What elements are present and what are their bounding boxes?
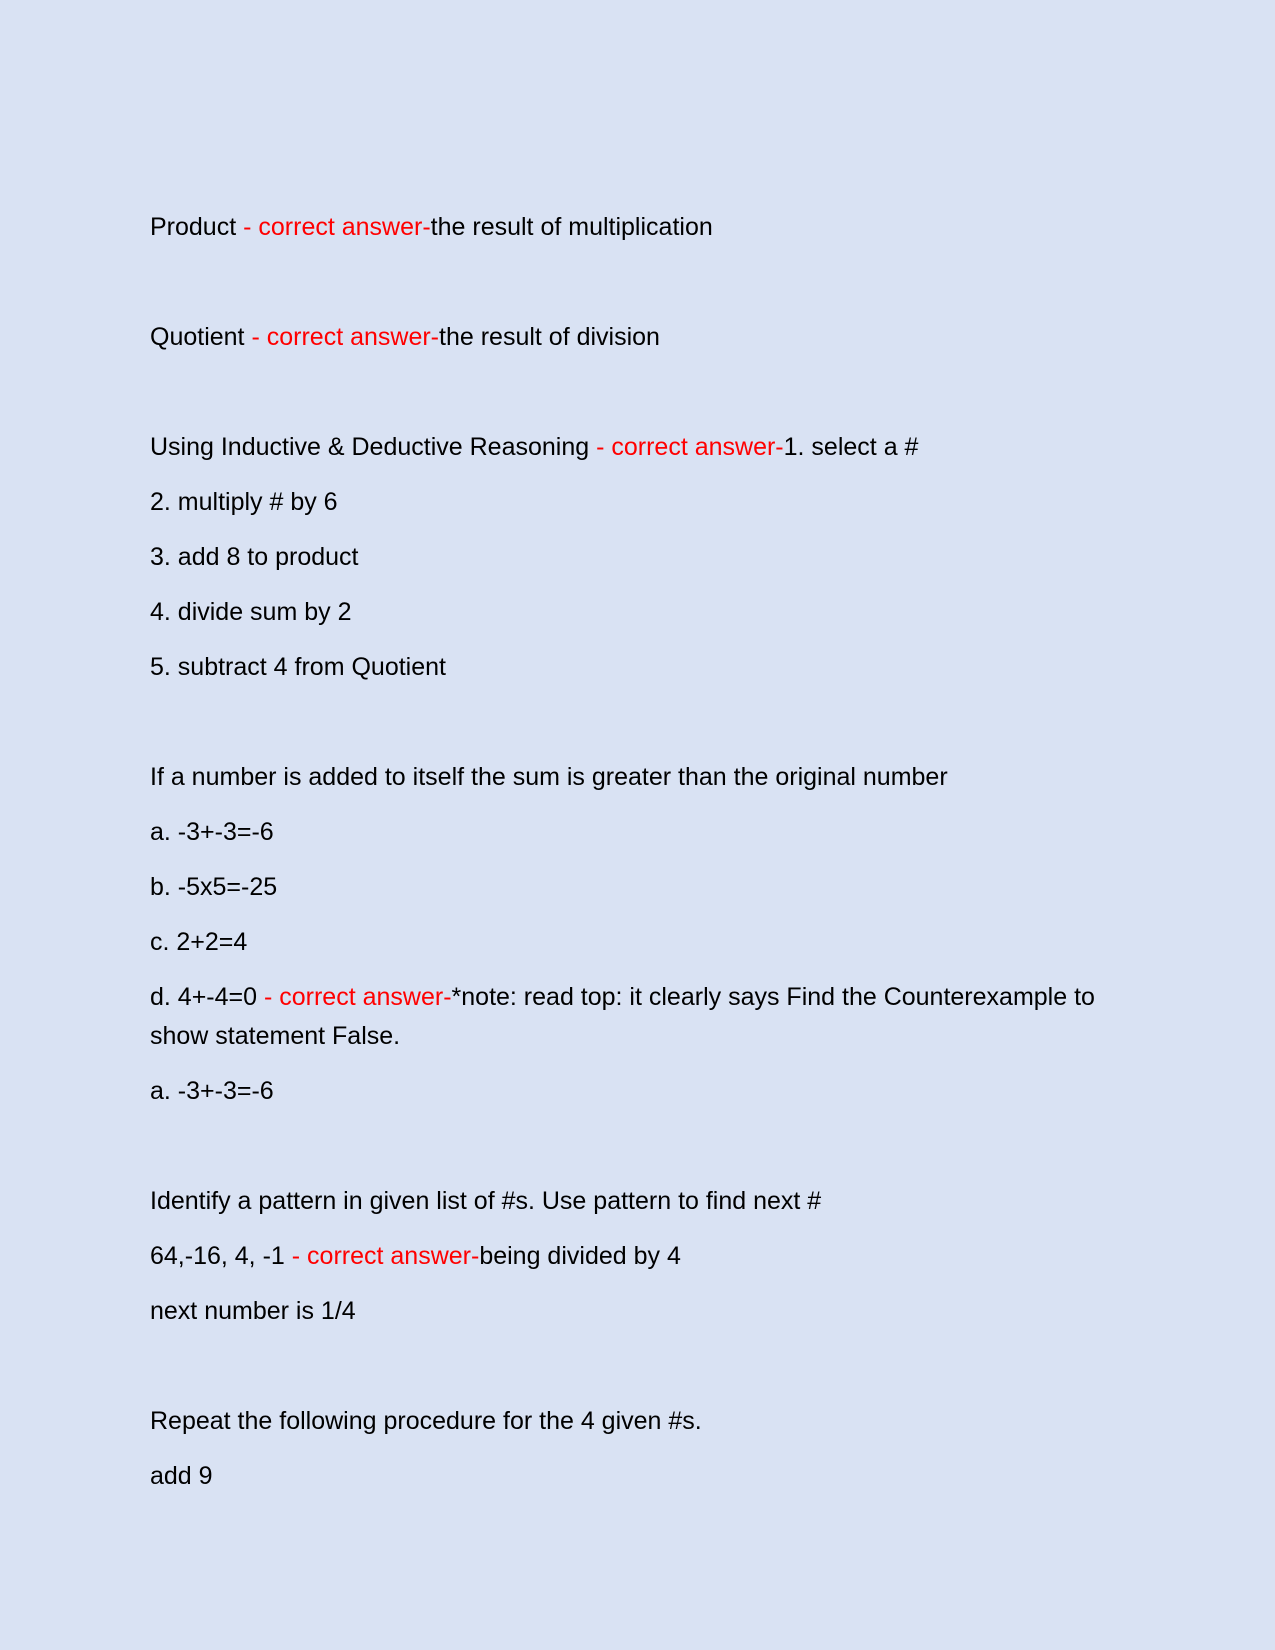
term: Product bbox=[150, 213, 237, 241]
answer: being divided by 4 bbox=[479, 1242, 681, 1270]
answer-step: 2. multiply # by 6 bbox=[150, 488, 338, 516]
card-product bbox=[150, 208, 1150, 247]
answer: 1. select a # bbox=[783, 433, 919, 461]
question-text: Identify a pattern in given list of #s. Use pattern to find next # bbox=[150, 1187, 822, 1215]
question-step: add 9 bbox=[150, 1462, 213, 1490]
term: 64,-16, 4, -1 bbox=[150, 1242, 285, 1270]
answer-step: 5. subtract 4 from Quotient bbox=[150, 653, 446, 681]
question-text: If a number is added to itself the sum is greater than the original number bbox=[150, 763, 948, 791]
card-quotient bbox=[150, 318, 1150, 357]
correct-answer-marker: - correct answer- bbox=[596, 433, 784, 461]
option-d bbox=[150, 978, 1150, 1056]
correct-answer-marker: - correct answer- bbox=[243, 213, 431, 241]
answer: *note: read top: it clearly says Find the Counterexample to show statement False. bbox=[150, 983, 1095, 1050]
correct-answer-marker: - correct answer- bbox=[251, 323, 440, 351]
answer-extra: a. -3+-3=-6 bbox=[150, 1077, 274, 1105]
option-c: c. 2+2=4 bbox=[150, 928, 248, 956]
question-text: Repeat the following procedure for the 4 given #s. bbox=[150, 1407, 702, 1435]
answer: the result of multiplication bbox=[430, 213, 713, 241]
answer: the result of division bbox=[439, 323, 660, 351]
option-b: b. -5x5=-25 bbox=[150, 873, 278, 901]
term: Quotient bbox=[150, 323, 245, 351]
answer-step: 3. add 8 to product bbox=[150, 543, 359, 571]
answer-step: 4. divide sum by 2 bbox=[150, 598, 352, 626]
term: d. 4+-4=0 bbox=[150, 983, 258, 1011]
answer-extra: next number is 1/4 bbox=[150, 1297, 356, 1325]
term: Using Inductive & Deductive Reasoning bbox=[150, 433, 590, 461]
flashcard-list bbox=[150, 208, 1150, 1512]
card-reasoning bbox=[150, 428, 1150, 467]
card-pattern bbox=[150, 1237, 1150, 1276]
correct-answer-marker: - correct answer- bbox=[291, 1242, 480, 1270]
correct-answer-marker: - correct answer- bbox=[263, 983, 452, 1011]
option-a: a. -3+-3=-6 bbox=[150, 818, 274, 846]
